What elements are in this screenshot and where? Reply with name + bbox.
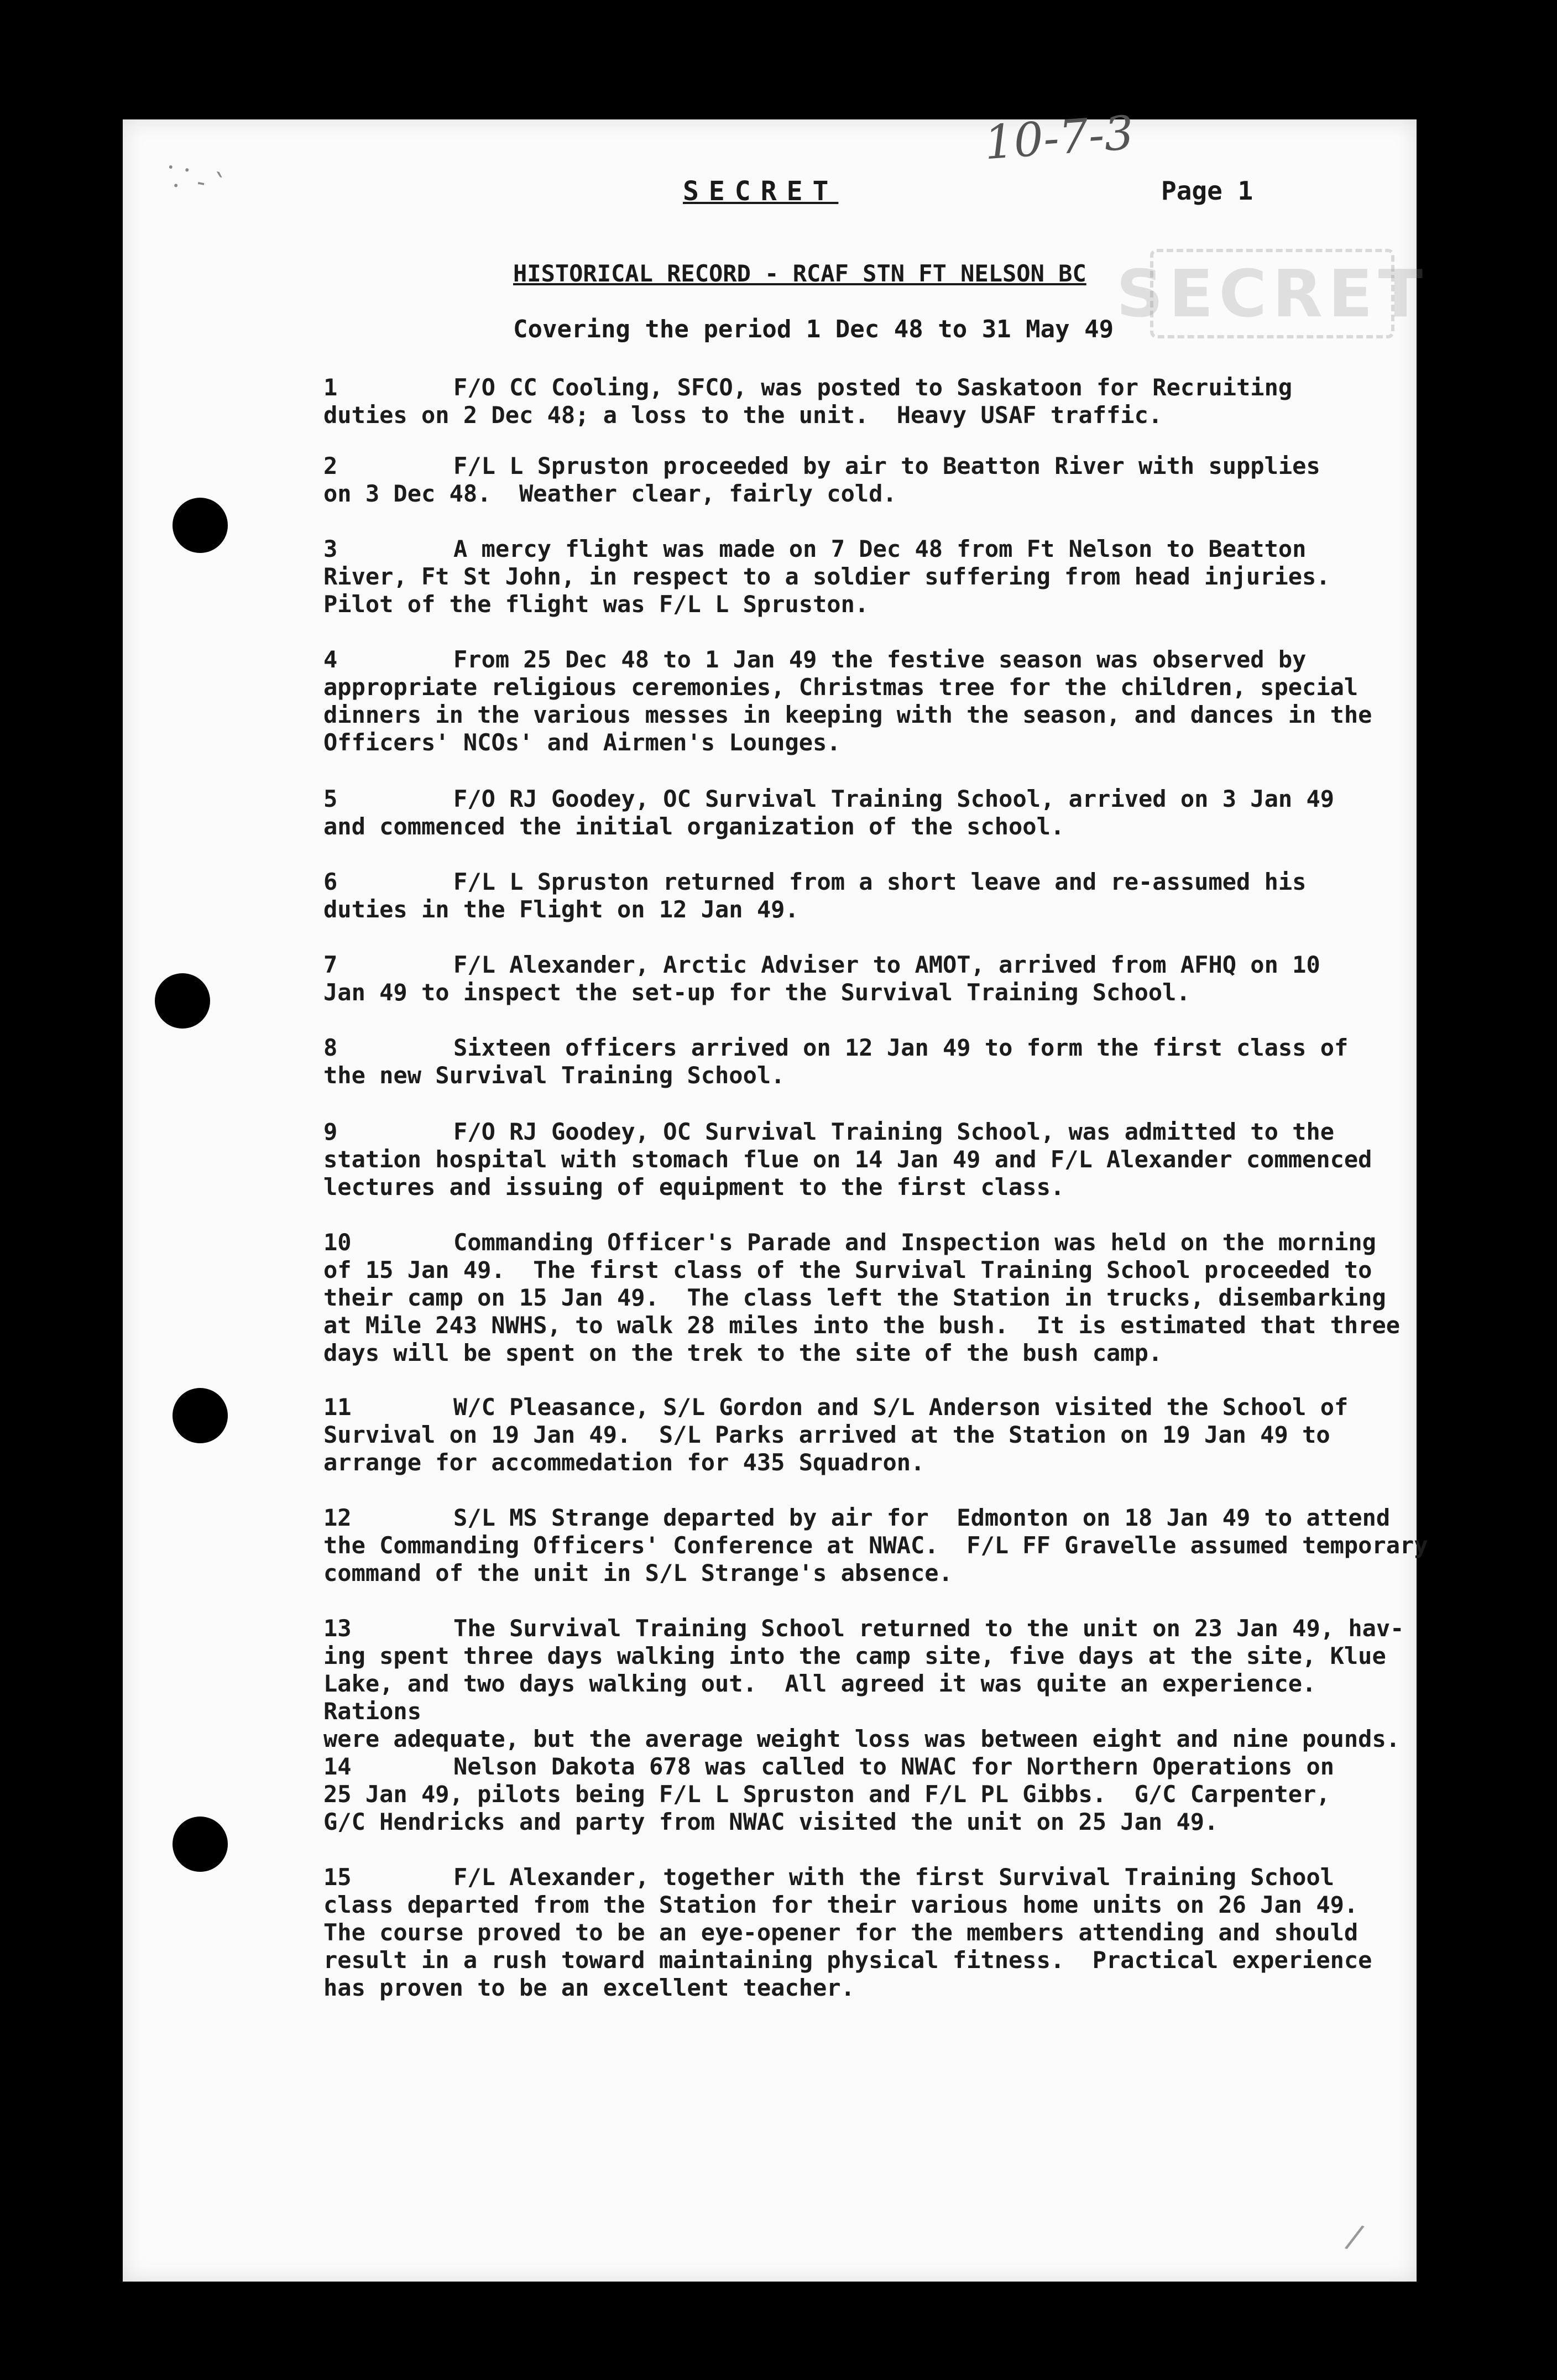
entry-number: 10 xyxy=(323,1229,352,1256)
entry-number: 1 xyxy=(323,374,338,401)
entry-number: 5 xyxy=(323,785,338,812)
entry-number: 7 xyxy=(323,951,338,978)
punch-hole xyxy=(173,1388,228,1443)
entry-number: 13 xyxy=(323,1615,352,1642)
record-entry xyxy=(323,374,1435,429)
entry-text: S/L MS Strange departed by air for Edmonton on 18 Jan 49 to attend the Commanding Officers' Conference at NWAC. F/L FF Gravelle assumed temporary command of the unit in S/L Strange's absence. xyxy=(323,1504,1428,1586)
record-entry xyxy=(323,535,1435,618)
faded-secret-stamp: SECRET xyxy=(1150,249,1394,338)
punch-hole xyxy=(173,498,228,553)
entry-text: F/O CC Cooling, SFCO, was posted to Saskatoon for Recruiting duties on 2 Dec 48; a loss to the unit. Heavy USAF traffic. xyxy=(323,374,1293,429)
entry-number: 6 xyxy=(323,868,338,895)
record-entry xyxy=(323,1753,1435,1836)
covering-period: Covering the period 1 Dec 48 to 31 May 49 xyxy=(513,315,1114,343)
record-entry xyxy=(323,646,1435,756)
document-title: HISTORICAL RECORD - RCAF STN FT NELSON BC xyxy=(513,260,1086,287)
entry-number: 11 xyxy=(323,1393,352,1421)
record-entry xyxy=(323,868,1435,923)
record-entry xyxy=(323,1615,1435,1753)
entry-text: Commanding Officer's Parade and Inspection was held on the morning of 15 Jan 49. The first class of the Survival Training School proceeded to their camp on 15 Jan 49. The class left the Station in trucks, disembarking at Mile 243 NWHS, to walk 28 miles into the bush. It is estimated that three days will be spent on the trek to the site of the bush camp. xyxy=(323,1229,1401,1366)
entry-text: F/L Alexander, Arctic Adviser to AMOT, arrived from AFHQ on 10 Jan 49 to inspect the set-up for the Survival Training School. xyxy=(323,951,1320,1006)
entry-text: W/C Pleasance, S/L Gordon and S/L Anderson visited the School of Survival on 19 Jan 49. S/L Parks arrived at the Station on 19 Jan 49 to arrange for accommedation for 435 Squadron. xyxy=(323,1393,1349,1476)
entry-number: 3 xyxy=(323,535,338,562)
entry-number: 15 xyxy=(323,1864,352,1891)
record-entry xyxy=(323,951,1435,1006)
record-entry xyxy=(323,1118,1435,1201)
margin-pencil-mark: / xyxy=(1342,2216,1367,2257)
entry-number: 2 xyxy=(323,452,338,479)
record-entry xyxy=(323,1504,1435,1587)
entry-text: From 25 Dec 48 to 1 Jan 49 the festive season was observed by appropriate religious ceremonies, Christmas tree for the children, special dinners in the various messes in keeping with the season, and dances in the Officers' NCOs' and Airmen's Lounges. xyxy=(323,646,1372,756)
entry-number: 8 xyxy=(323,1034,338,1061)
entry-number: 4 xyxy=(323,646,338,673)
entry-text: The Survival Training School returned to the unit on 23 Jan 49, hav- ing spent three days walking into the camp site, five days at the site, Klue Lake, and two days walking out. All agreed it was quite an experience. Rations were adequate, but the average weight loss was between eight and nine pounds. xyxy=(323,1615,1404,1752)
page-number: Page 1 xyxy=(1161,176,1253,206)
entry-text: F/L L Spruston returned from a short leave and re-assumed his duties in the Flight on 12 Jan 49. xyxy=(323,868,1307,923)
punch-hole xyxy=(173,1817,228,1872)
entry-text: F/L Alexander, together with the first Survival Training School class departed from the Station for their various home units on 26 Jan 49. The course proved to be an eye-opener for the members attending and should result in a rush toward maintaining physical fitness. Practical experience has proven to be an excellent teacher. xyxy=(323,1864,1372,2001)
classification-heading: SECRET xyxy=(683,176,839,207)
punch-hole xyxy=(155,973,210,1029)
record-entry xyxy=(323,1034,1435,1089)
margin-mark: ⸪ ˗ ՝ xyxy=(163,159,224,201)
entry-number: 14 xyxy=(323,1753,352,1780)
record-entry xyxy=(323,1864,1435,2002)
entry-number: 9 xyxy=(323,1118,338,1145)
handwritten-reference: 10-7-3 xyxy=(982,105,1136,170)
entry-text: A mercy flight was made on 7 Dec 48 from Ft Nelson to Beatton River, Ft St John, in respect to a soldier suffering from head injuries. Pilot of the flight was F/L L Spruston. xyxy=(323,535,1330,618)
record-entry xyxy=(323,785,1435,841)
entry-text: F/O RJ Goodey, OC Survival Training School, arrived on 3 Jan 49 and commenced the initial organization of the school. xyxy=(323,785,1335,840)
entry-text: Sixteen officers arrived on 12 Jan 49 to form the first class of the new Survival Training School. xyxy=(323,1034,1349,1089)
entry-number: 12 xyxy=(323,1504,352,1531)
record-entry xyxy=(323,1393,1435,1476)
record-entry xyxy=(323,452,1435,508)
entry-text: Nelson Dakota 678 was called to NWAC for Northern Operations on 25 Jan 49, pilots being F/L L Spruston and F/L PL Gibbs. G/C Carpenter, G/C Hendricks and party from NWAC visited the unit on 25 Jan 49. xyxy=(323,1753,1335,1835)
entry-text: F/O RJ Goodey, OC Survival Training School, was admitted to the station hospital with stomach flue on 14 Jan 49 and F/L Alexander commenced lectures and issuing of equipment to the first class. xyxy=(323,1118,1372,1201)
entry-text: F/L L Spruston proceeded by air to Beatton River with supplies on 3 Dec 48. Weather clear, fairly cold. xyxy=(323,452,1320,507)
record-entry xyxy=(323,1229,1435,1367)
